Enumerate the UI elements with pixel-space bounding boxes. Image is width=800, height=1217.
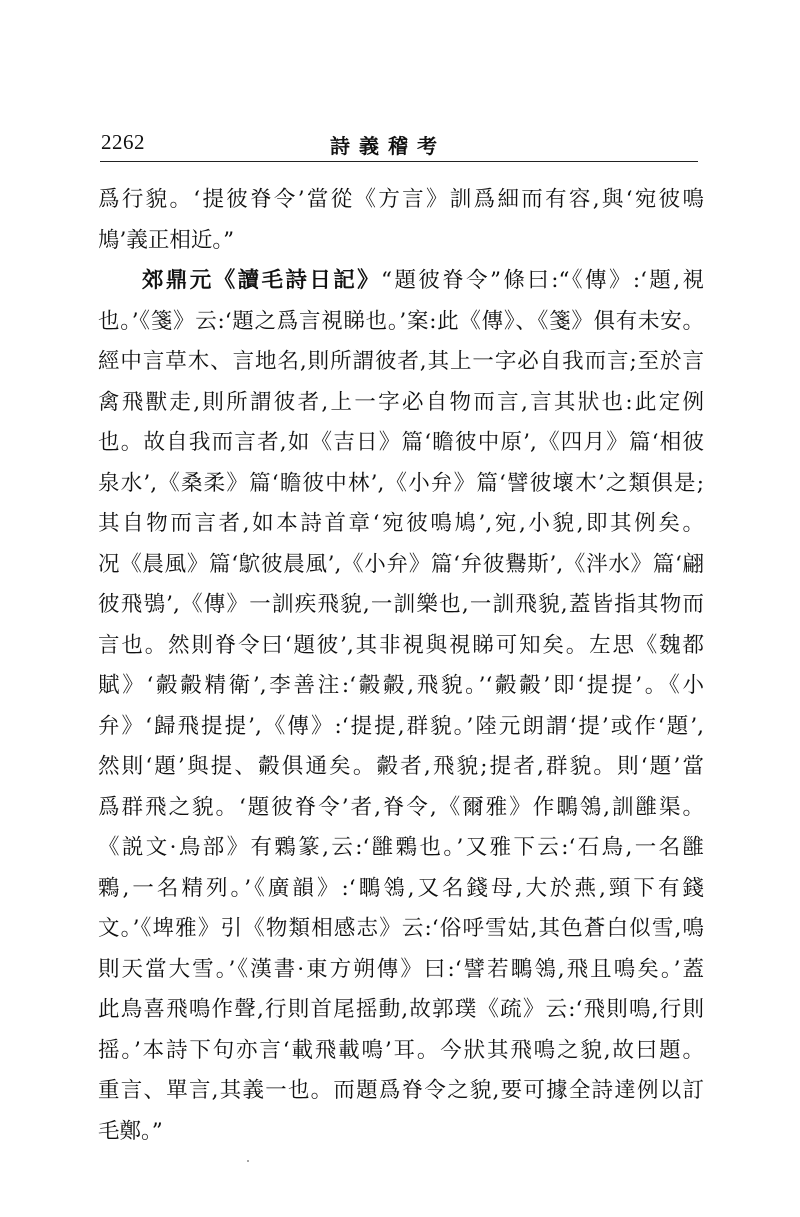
text-line: 言也。然則脊令曰‘題彼’,其非視與視睇可知矣。左思《魏都 [98, 632, 704, 658]
text-line: 爲行貌。‘提彼脊令’當從《方言》訓爲細而有容,與‘宛彼鳴 [98, 187, 704, 212]
text-line: 鷅,一名精列。’《廣韻》:‘䳭鴒,又名錢母,大於燕,頸下有錢 [98, 875, 704, 901]
text-line: 泉水’,《桑柔》篇‘瞻彼中林’,《小弁》篇‘譬彼壞木’之類俱是; [98, 470, 704, 496]
text-line: 文。’《埤雅》引《物類相感志》云:‘俗呼雪姑,其色蒼白似雪,鳴 [98, 916, 704, 941]
text-line: 其自物而言者,如本詩首章‘宛彼鳴鳩’,宛,小貌,即其例矣。 [98, 511, 704, 536]
footer-dot [247, 1160, 249, 1162]
author-citation: 郊鼎元《讀毛詩日記》 [142, 268, 382, 293]
text-line: 賦》‘㲉㲉精衛’,李善注:‘㲉㲉,飛貌。’‘㲉㲉’即‘提提’。《小 [98, 673, 704, 698]
page-number: 2262 [101, 130, 145, 154]
text-line: 則天當大雪。’《漢書·東方朔傳》曰:‘譬若䳭鴒,飛且鳴矣。’蓋 [98, 956, 704, 982]
text-line: 經中言草木、言地名,則所謂彼者,其上一字必自我而言;至於言 [98, 349, 704, 374]
header-rule [100, 161, 698, 162]
text-line: 况《晨風》篇‘鴥彼晨風’,《小弁》篇‘弁彼鸒斯’,《泮水》篇‘翩 [98, 551, 704, 577]
body-text [98, 180, 704, 1152]
text-line: 也。’《箋》云:‘題之爲言視睇也。’案:此《傳》、《箋》俱有未安。 [98, 308, 704, 334]
text-line: 然則‘題’與提、㲉俱通矣。㲉者,飛貌;提者,群貌。則‘題’當 [98, 754, 704, 779]
text-line: 《説文·鳥部》有鷅篆,云:‘雝鷅也。’又雅下云:‘石鳥,一名雝 [98, 835, 704, 860]
text-line: 彼飛鴞’,《傳》一訓疾飛貌,一訓樂也,一訓飛貌,蓋皆指其物而 [98, 592, 704, 617]
text-line: 重言、單言,其義一也。而題爲脊令之貌,要可據全詩達例以訂 [98, 1078, 704, 1103]
running-title: 詩義稽考 [330, 134, 446, 158]
text-line: 也。故自我而言者,如《吉日》篇‘瞻彼中原’,《四月》篇‘相彼 [98, 430, 704, 455]
text-line: 摇。’本詩下句亦言‘載飛載鳴’耳。今狀其飛鳴之貌,故曰題。 [98, 1037, 704, 1063]
text-line: 禽飛獸走,則所謂彼者,上一字必自物而言,言其狀也:此定例 [98, 389, 704, 415]
text-line: 爲群飛之貌。‘題彼脊令’者,脊令,《爾雅》作䳭鴒,訓雝渠。 [98, 794, 704, 820]
text-line [98, 261, 704, 302]
text-line: 此鳥喜飛鳴作聲,行則首尾摇動,故郭璞《疏》云:‘飛則鳴,行則 [98, 997, 704, 1022]
text-line: 鳩’義正相近。” [98, 227, 235, 253]
text-line: 弁》‘歸飛提提’,《傳》:‘提提,群貌。’陸元朗謂‘提’或作‘題’, [98, 713, 704, 739]
text-line: 毛鄭。” [98, 1118, 163, 1144]
text-line-content: “題彼脊令”條曰:“《傳》:‘題,視 [381, 268, 704, 293]
